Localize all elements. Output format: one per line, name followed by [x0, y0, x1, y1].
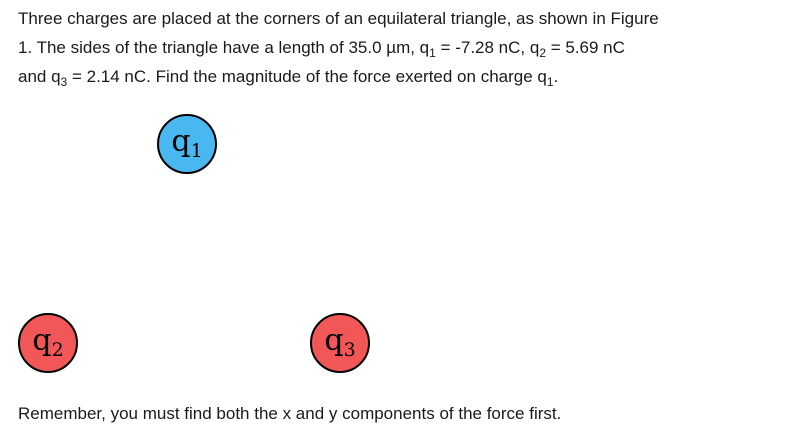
problem-text: = -7.28 nC, q — [435, 38, 540, 57]
problem-text: 1. The sides of the triangle have a length of 35.0 µm, q — [18, 38, 430, 57]
charge-q3 — [310, 313, 370, 373]
problem-line-1: Three charges are placed at the corners of an equilateral triangle, as shown in Figure — [18, 9, 659, 28]
problem-text: and q — [18, 67, 61, 86]
charge-q1-label: $q_1$ — [171, 123, 203, 162]
problem-text: = 5.69 nC — [546, 38, 625, 57]
charge-q2-label: $q_2$ — [32, 322, 64, 361]
charge-q3-label: $q_3$ — [324, 322, 356, 361]
problem-line-2 — [18, 33, 788, 62]
problem-line-3 — [18, 62, 788, 91]
charge-q1 — [157, 114, 217, 174]
charge-q2 — [18, 313, 78, 373]
subscript: 2 — [539, 46, 546, 60]
problem-statement — [18, 4, 788, 91]
subscript: 1 — [429, 46, 436, 60]
subscript: 3 — [60, 75, 68, 89]
reminder-text: Remember, you must find both the x and y components of the force first. — [18, 404, 562, 423]
problem-text: . — [553, 67, 559, 86]
subscript: 1 — [546, 75, 554, 89]
problem-text: = 2.14 nC. Find the magnitude of the force exerted on charge q — [67, 67, 547, 86]
